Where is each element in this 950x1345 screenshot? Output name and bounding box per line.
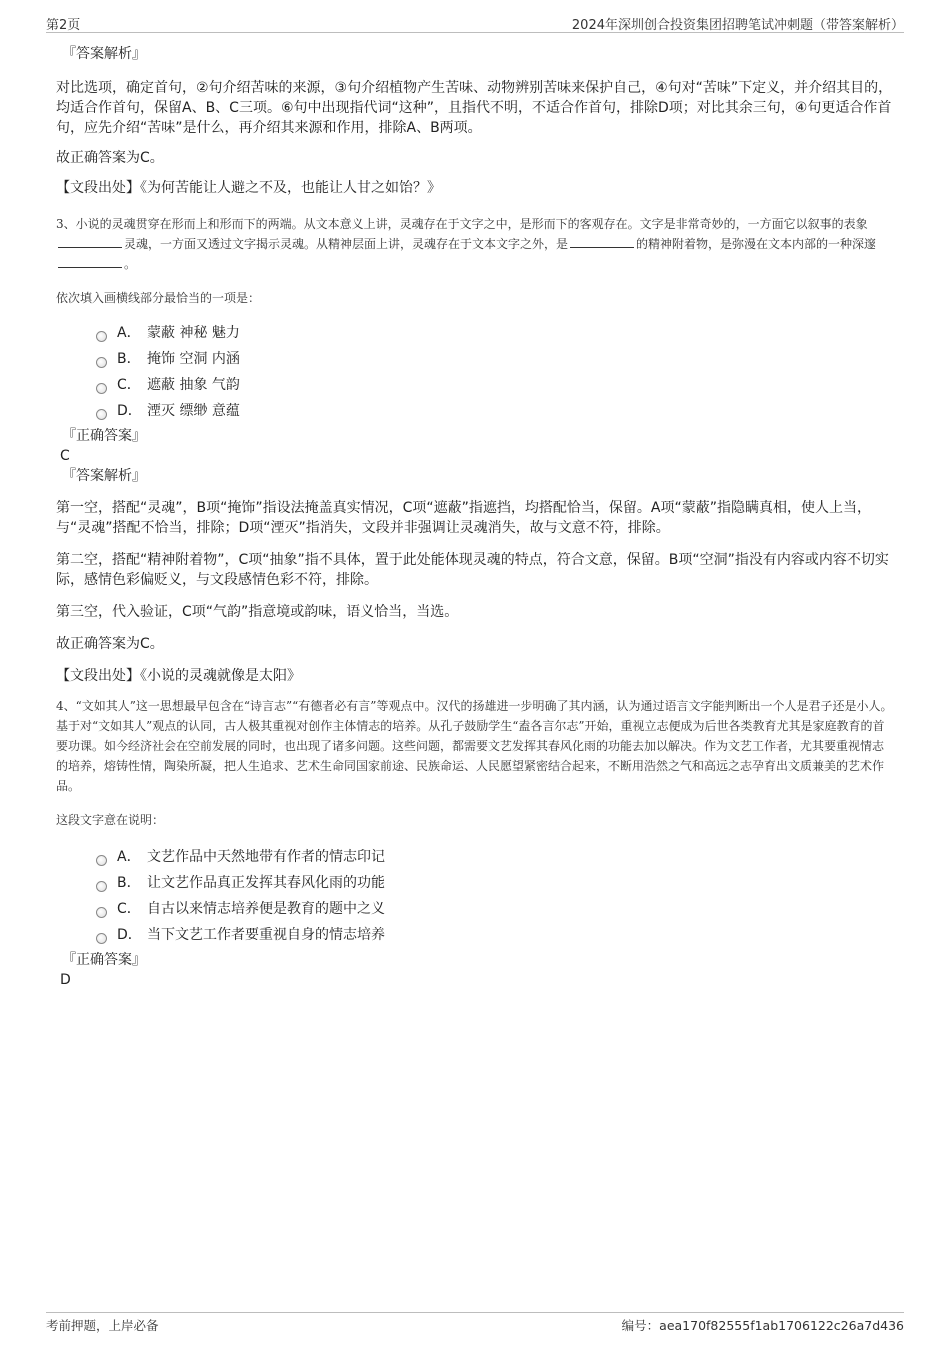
q3-question-text: 3、小说的灵魂贯穿在形而上和形而下的两端。从文本意义上讲，灵魂存在于文字之中，是形而下的客观存在。文字是非常奇妙的，一方面它以叙事的表象灵魂，一方面又透过文字揭示灵魂。从精神层面上讲，灵魂存在于文本文字之外，是 的精神附着物，是弥漫在文本内部的一种深邃。 [56,217,877,271]
q3-option-c[interactable]: C． 遮蔽 抽象 气韵 [96,372,894,398]
blank-2 [570,235,634,248]
document-body [56,44,894,990]
q4-option-b[interactable]: B． 让文艺作品真正发挥其春风化雨的功能 [96,870,894,896]
q2-analysis-paragraph: 对比选项，确定首句，②句介绍苦味的来源，③句介绍植物产生苦味、动物辨别苦味来保护自己，④句对“苦味”下定义，并介绍其目的，均适合作首句，保留A、B、C三项。⑥句中出现指代词“这种”，且指代不明，不适合作首句，排除D项；对比其余三句，④句更适合作首句，应先介绍“苦味”是什么，再介绍其来源和作用，排除A、B两项。 [56,80,893,136]
q3-options [96,320,894,424]
radio-icon[interactable] [96,383,107,394]
q3-conclusion: 故正确答案为C。 [56,636,164,652]
q3-analysis-1: 第一空，搭配“灵魂”，B项“掩饰”指设法掩盖真实情况，C项“遮蔽”指遮挡，均搭配恰当，保留。A项“蒙蔽”指隐瞒真相，使人上当，与“灵魂”搭配不恰当，排除；D项“湮灭”指消失，文段并非强调让灵魂消失，故与文意不符，排除。 [56,500,871,536]
q3-option-d[interactable]: D． 湮灭 缥缈 意蕴 [96,398,894,424]
document-title: 2024年深圳创合投资集团招聘笔试冲刺题（带答案解析） [571,18,904,33]
correct-answer-label: 『正确答案』 [62,428,146,444]
document-id: 编号：aea170f82555f1ab1706122c26a7d436 [621,1318,904,1333]
radio-icon[interactable] [96,331,107,342]
q3-answer: C [60,448,70,464]
q3-option-a[interactable]: A． 蒙蔽 神秘 魅力 [96,320,894,346]
q3-option-b[interactable]: B． 掩饰 空洞 内涵 [96,346,894,372]
page-header [46,12,904,33]
q2-source: 【文段出处】《为何苦能让人避之不及，也能让人甘之如饴？》 [56,180,441,196]
q4-option-d[interactable]: D． 当下文艺工作者要重视自身的情志培养 [96,922,894,948]
analysis-label: 『答案解析』 [62,468,146,484]
q4-prompt: 这段文字意在说明： [56,813,165,827]
blank-3 [58,255,122,268]
q3-source: 【文段出处】《小说的灵魂就像是太阳》 [56,668,301,684]
radio-icon[interactable] [96,357,107,368]
analysis-label: 『答案解析』 [62,46,146,62]
radio-icon[interactable] [96,855,107,866]
page-number: 第2页 [46,18,81,33]
page-footer [46,1312,904,1337]
blank-1 [58,235,122,248]
radio-icon[interactable] [96,933,107,944]
radio-icon[interactable] [96,881,107,892]
q4-question-text: 4、“文如其人”这一思想最早包含在“诗言志”“有德者必有言”等观点中。汉代的扬雄进一步明确了其内涵，认为通过语言文字能判断出一个人是君子还是小人。基于对“文如其人”观点的认同，古人极其重视对创作主体情志的培养。从孔子鼓励学生“盍各言尔志”开始，重视立志便成为后世各类教育尤其是家庭教育的首要功课。如今经济社会在空前发展的同时，也出现了诸多问题。这些问题，都需要文艺发挥其春风化雨的功能去加以解决。作为文艺工作者，尤其要重视情志的培养，熔铸性情，陶染所凝，把人生追求、艺术生命同国家前途、民族命运、人民愿望紧密结合起来，不断用浩然之气和高远之志孕育出文质兼美的艺术作品。 [56,699,893,793]
footer-slogan: 考前押题，上岸必备 [46,1318,159,1333]
radio-icon[interactable] [96,907,107,918]
q4-option-c[interactable]: C． 自古以来情志培养便是教育的题中之义 [96,896,894,922]
q4-options [96,844,894,948]
q3-prompt: 依次填入画横线部分最恰当的一项是： [56,291,261,305]
q3-analysis-3: 第三空，代入验证，C项“气韵”指意境或韵味，语义恰当，当选。 [56,604,459,620]
q4-answer: D [60,972,71,988]
q3-analysis-2: 第二空，搭配“精神附着物”，C项“抽象”指不具体，置于此处能体现灵魂的特点，符合文意，保留。B项“空洞”指没有内容或内容不切实际，感情色彩偏贬义，与文段感情色彩不符，排除。 [56,552,889,588]
q2-conclusion: 故正确答案为C。 [56,150,164,166]
q4-option-a[interactable]: A． 文艺作品中天然地带有作者的情志印记 [96,844,894,870]
correct-answer-label: 『正确答案』 [62,952,146,968]
radio-icon[interactable] [96,409,107,420]
